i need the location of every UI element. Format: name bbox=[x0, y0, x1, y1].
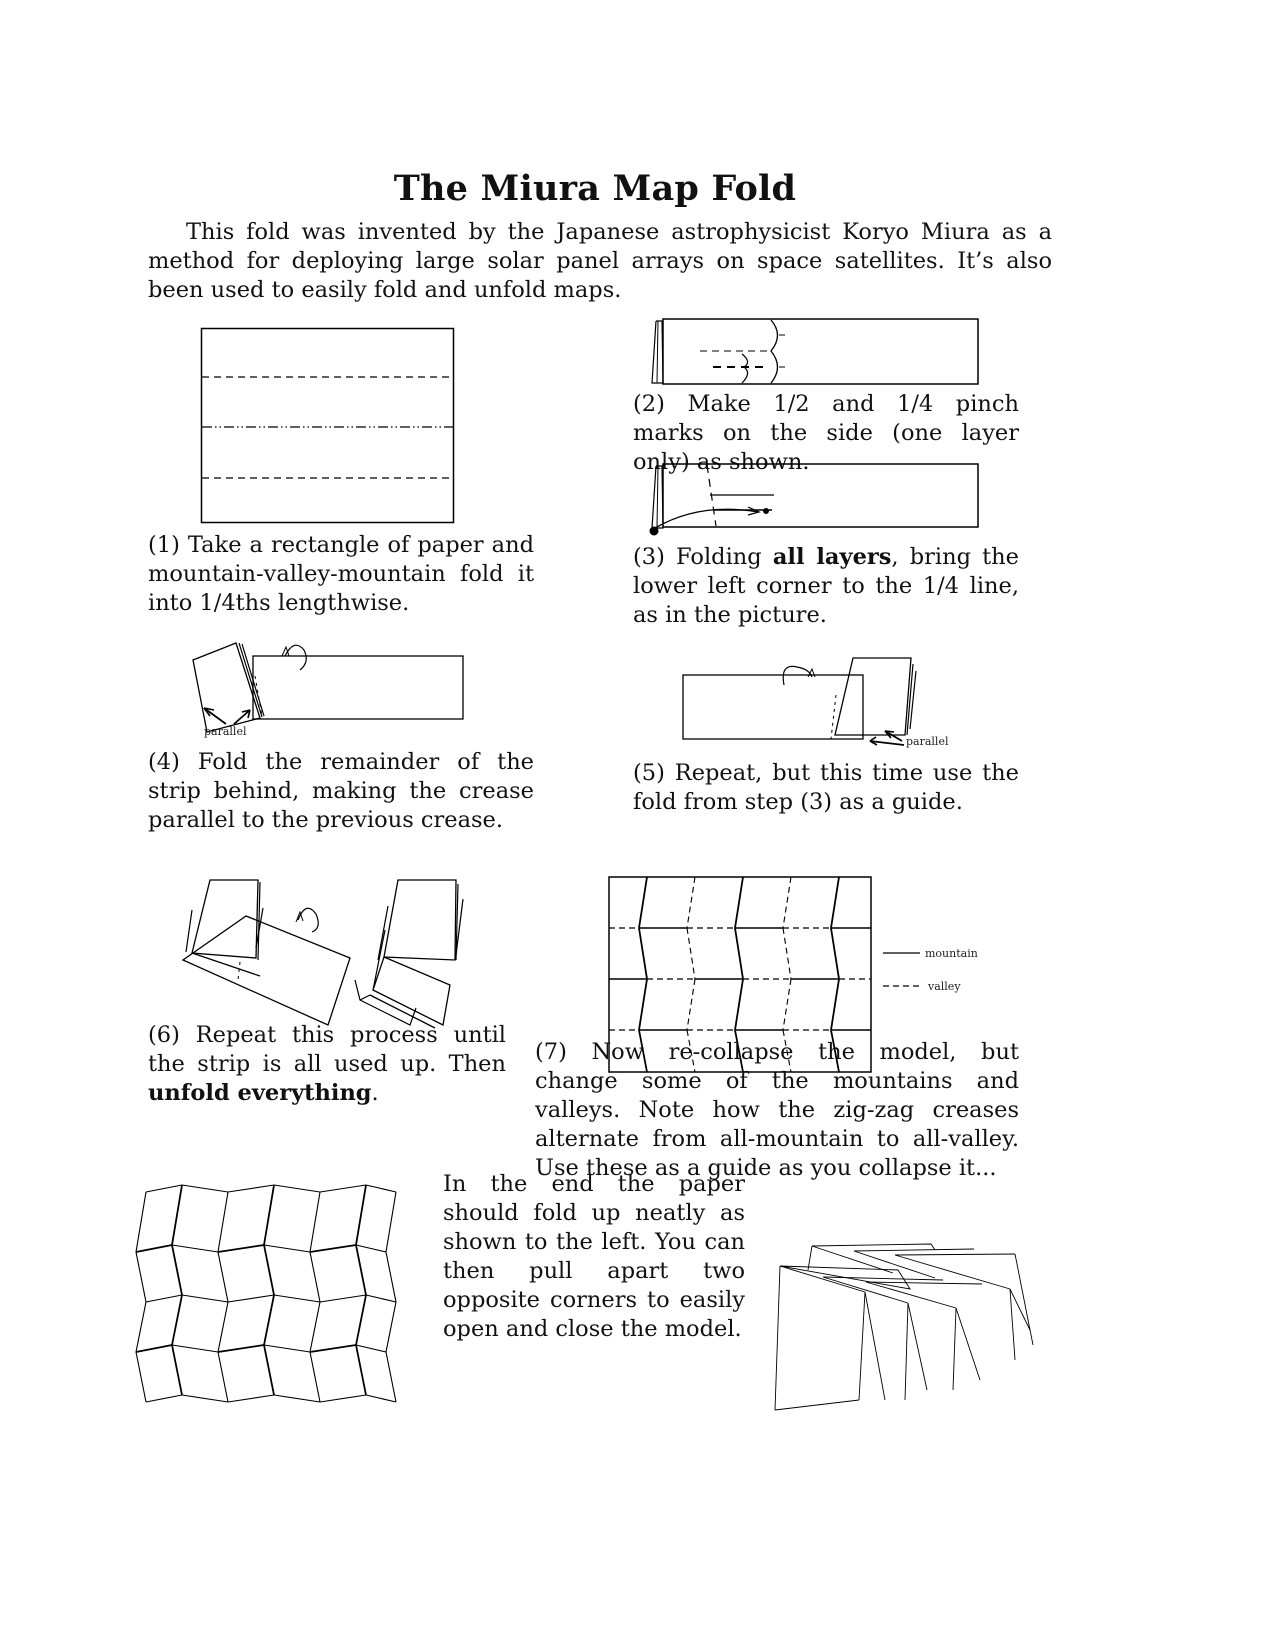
grid-vertical-edge bbox=[310, 1352, 320, 1402]
grid-horizontal-edge bbox=[136, 1245, 172, 1252]
step-text: Repeat this process until the strip is all used up. Then bbox=[148, 1022, 507, 1077]
grid-vertical-edge bbox=[386, 1252, 396, 1302]
grid-horizontal-edge bbox=[218, 1345, 264, 1352]
paper-strip bbox=[663, 319, 978, 384]
grid-vertical-edge bbox=[356, 1245, 366, 1295]
step-text: Folding bbox=[676, 544, 773, 570]
grid-vertical-edge bbox=[356, 1345, 366, 1395]
step-6-text bbox=[148, 1021, 506, 1108]
grid-vertical-edge bbox=[264, 1185, 274, 1245]
grid-vertical-edge bbox=[264, 1245, 274, 1295]
stacked-model bbox=[384, 880, 456, 960]
step-text: Fold the remainder of the strip behind, making the crease parallel to the previous crease. bbox=[148, 749, 535, 833]
grid-horizontal-edge bbox=[228, 1185, 274, 1192]
target-dot bbox=[764, 509, 769, 514]
crease-line bbox=[831, 928, 839, 979]
step1-diagram bbox=[200, 327, 456, 525]
turn-over-arrow bbox=[285, 645, 306, 670]
grid-vertical-edge bbox=[172, 1295, 182, 1345]
grid-vertical-edge bbox=[310, 1192, 320, 1252]
grid-horizontal-edge bbox=[136, 1345, 172, 1352]
grid-horizontal-edge bbox=[218, 1245, 264, 1252]
folded-stack bbox=[835, 658, 911, 735]
parallel-label: parallel bbox=[204, 725, 247, 738]
crease-line bbox=[783, 877, 791, 928]
grid-vertical-edge bbox=[264, 1345, 274, 1395]
step-text-bold: all layers bbox=[772, 544, 892, 570]
closing-paragraph: In the end the paper should fold up neatly as shown to the left. You can then pull apart two opposite corners to easily open and close the model. bbox=[443, 1171, 745, 1342]
corner-dot bbox=[650, 527, 658, 535]
step-number: (5) bbox=[633, 760, 665, 786]
grid-vertical-edge bbox=[218, 1302, 228, 1352]
grid-vertical-edge bbox=[386, 1352, 396, 1402]
grid-horizontal-edge bbox=[274, 1295, 320, 1302]
grid-vertical-edge bbox=[386, 1192, 396, 1252]
step-number: (6) bbox=[148, 1022, 180, 1048]
grid-vertical-edge bbox=[356, 1295, 366, 1345]
grid-vertical-edge bbox=[310, 1302, 320, 1352]
step-number: (3) bbox=[633, 544, 665, 570]
crease-line bbox=[831, 979, 839, 1030]
grid-horizontal-edge bbox=[182, 1395, 228, 1402]
step2-diagram bbox=[650, 317, 980, 387]
paper-strip bbox=[253, 656, 463, 719]
grid-horizontal-edge bbox=[146, 1185, 182, 1192]
grid-vertical-edge bbox=[386, 1302, 396, 1352]
parallel-arrow bbox=[204, 708, 226, 724]
crease bbox=[238, 962, 240, 980]
step4-diagram bbox=[190, 640, 480, 750]
step-number: (7) bbox=[535, 1039, 567, 1065]
grid-vertical-edge bbox=[172, 1245, 182, 1295]
crease-line bbox=[639, 877, 647, 928]
grid-horizontal-edge bbox=[310, 1245, 356, 1252]
grid-horizontal-edge bbox=[366, 1185, 396, 1192]
grid-vertical-edge bbox=[136, 1352, 146, 1402]
fold-arrow bbox=[655, 509, 758, 528]
crease-line bbox=[735, 877, 743, 928]
turn-over-arrow bbox=[783, 666, 812, 685]
grid-horizontal-edge bbox=[356, 1245, 386, 1252]
grid-horizontal-edge bbox=[366, 1395, 396, 1402]
grid-horizontal-edge bbox=[366, 1295, 396, 1302]
grid-vertical-edge bbox=[310, 1252, 320, 1302]
pinch-mark-quarter bbox=[742, 354, 748, 383]
grid-vertical-edge bbox=[218, 1252, 228, 1302]
grid-horizontal-edge bbox=[228, 1295, 274, 1302]
pinch-mark-half bbox=[771, 320, 778, 383]
grid-horizontal-edge bbox=[310, 1345, 356, 1352]
remaining-strip bbox=[183, 916, 350, 1025]
unfolded-miura-grid bbox=[140, 1200, 410, 1410]
step-1-text bbox=[148, 531, 534, 618]
step-text-bold: unfold everything bbox=[148, 1080, 372, 1106]
paper-rectangle bbox=[202, 329, 454, 523]
step3-diagram bbox=[650, 462, 980, 537]
crease-line bbox=[639, 979, 647, 1030]
grid-vertical-edge bbox=[172, 1345, 182, 1395]
grid-vertical-edge bbox=[218, 1352, 228, 1402]
grid-horizontal-edge bbox=[172, 1345, 218, 1352]
step-7-text bbox=[535, 1038, 1019, 1183]
grid-vertical-edge bbox=[356, 1185, 366, 1245]
grid-vertical-edge bbox=[136, 1302, 146, 1352]
grid-horizontal-edge bbox=[182, 1295, 228, 1302]
grid-vertical-edge bbox=[172, 1185, 182, 1245]
grid-vertical-edge bbox=[136, 1252, 146, 1302]
folded-flap bbox=[193, 643, 260, 732]
grid-vertical-edge bbox=[136, 1192, 146, 1252]
legend-valley-label: valley bbox=[928, 980, 961, 993]
grid-horizontal-edge bbox=[320, 1395, 366, 1402]
crease-line bbox=[687, 877, 695, 928]
step-number: (1) bbox=[148, 532, 180, 558]
crease-line bbox=[687, 928, 695, 979]
turn-over-arrow bbox=[298, 908, 318, 932]
grid-horizontal-edge bbox=[320, 1295, 366, 1302]
grid-horizontal-edge bbox=[146, 1295, 182, 1302]
step-number: (2) bbox=[633, 391, 665, 417]
grid-horizontal-edge bbox=[356, 1345, 386, 1352]
grid-horizontal-edge bbox=[146, 1395, 182, 1402]
step-number: (4) bbox=[148, 749, 180, 775]
step-3-text bbox=[633, 543, 1019, 630]
step5-diagram bbox=[680, 655, 970, 755]
grid-horizontal-edge bbox=[172, 1245, 218, 1252]
crease-line bbox=[783, 928, 791, 979]
step-5-text bbox=[633, 759, 1019, 817]
grid-horizontal-edge bbox=[274, 1185, 320, 1192]
grid-horizontal-edge bbox=[320, 1185, 366, 1192]
step-text: Make 1/2 and 1/4 pinch marks on the side (one layer only) as shown. bbox=[633, 391, 1019, 475]
step-text: , bring the lower left corner to the 1/4 line, as in the picture. bbox=[633, 544, 1019, 628]
crease-line bbox=[831, 877, 839, 928]
page-title: The Miura Map Fold bbox=[393, 168, 797, 209]
legend-mountain-label: mountain bbox=[925, 947, 978, 960]
step6-diagram bbox=[180, 880, 470, 1030]
crease-line bbox=[735, 928, 743, 979]
grid-vertical-edge bbox=[218, 1192, 228, 1252]
grid-horizontal-edge bbox=[182, 1185, 228, 1192]
crease-line bbox=[687, 979, 695, 1030]
crease-line bbox=[735, 979, 743, 1030]
grid-horizontal-edge bbox=[228, 1395, 274, 1402]
grid-horizontal-edge bbox=[274, 1395, 320, 1402]
grid-vertical-edge bbox=[264, 1295, 274, 1345]
step-text: Take a rectangle of paper and mountain-valley-mountain fold it into 1/4ths lengthwise. bbox=[148, 532, 534, 616]
step-4-text bbox=[148, 748, 534, 835]
step-text: Now re-collapse the model, but change some of the mountains and valleys. Note how the zig-zag creases alternate from all-mountain to all-valley. Use these as a guide as you collapse it... bbox=[535, 1039, 1019, 1181]
crease-line bbox=[783, 979, 791, 1030]
step-text: . bbox=[371, 1080, 379, 1106]
crease-line bbox=[639, 928, 647, 979]
step-text: Repeat, but this time use the fold from step (3) as a guide. bbox=[633, 760, 1019, 815]
parallel-label: parallel bbox=[906, 735, 949, 748]
grid-horizontal-edge bbox=[264, 1245, 310, 1252]
intro-paragraph: This fold was invented by the Japanese astrophysicist Koryo Miura as a method for deploying large solar panel arrays on space satellites. It’s also been used to easily fold and unfold maps. bbox=[148, 219, 1052, 303]
collapsed-model bbox=[775, 1240, 1055, 1410]
grid-horizontal-edge bbox=[264, 1345, 310, 1352]
